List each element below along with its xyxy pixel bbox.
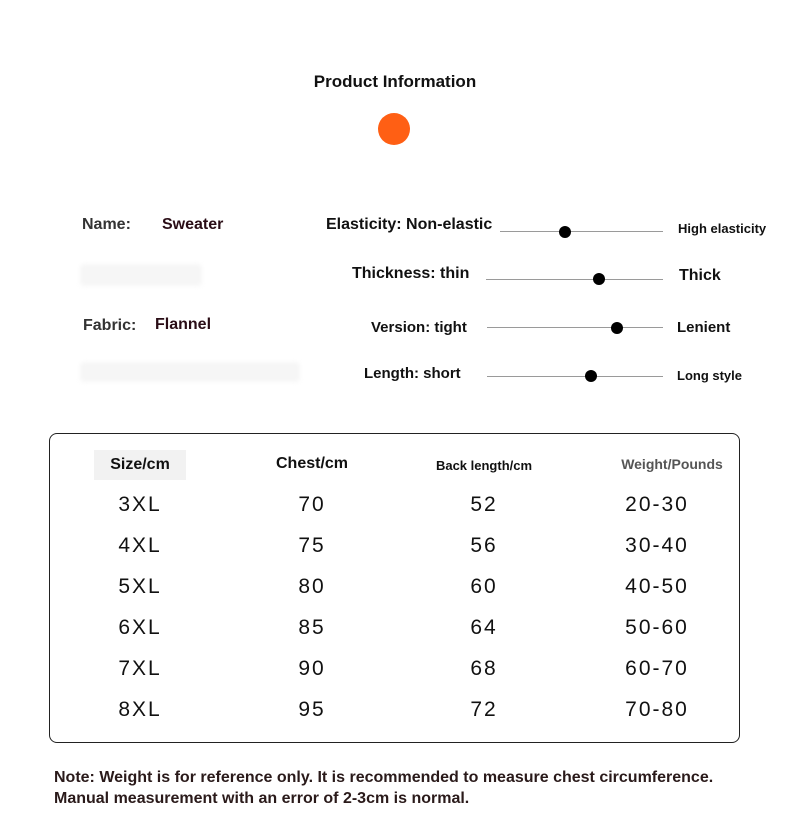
table-cell: 60 <box>470 575 498 598</box>
scale-track-version <box>487 327 663 328</box>
fabric-value: Flannel <box>155 316 212 333</box>
footnote: Note: Weight is for reference only. It is recommended to measure chest circumference. Manual measurement with an error of 2-3cm is normal. <box>54 769 714 807</box>
scale-right-version: Lenient <box>677 319 731 336</box>
blurred-field <box>80 264 202 286</box>
accent-dot <box>378 113 410 145</box>
name-label: Name: <box>82 216 131 233</box>
scale-marker-elasticity <box>559 226 571 238</box>
table-cell: 30-40 <box>625 534 689 557</box>
scale-marker-length <box>585 370 597 382</box>
scale-right-thickness: Thick <box>679 267 721 284</box>
scale-marker-version <box>611 322 623 334</box>
scale-label-elasticity: Elasticity: Non-elastic <box>326 216 493 233</box>
header-size: Size/cm <box>94 450 186 480</box>
scale-label-version: Version: tight <box>371 319 467 336</box>
table-cell: 70-80 <box>625 698 689 721</box>
scale-right-length: Long style <box>677 368 743 383</box>
table-cell: 60-70 <box>625 657 689 680</box>
table-cell: 7XL <box>118 657 162 680</box>
scale-track-thickness <box>486 279 663 280</box>
scale-right-elasticity: High elasticity <box>678 221 767 236</box>
header-chest: Chest/cm <box>275 455 349 472</box>
table-cell: 70 <box>298 493 326 516</box>
table-cell: 3XL <box>118 493 162 516</box>
table-cell: 85 <box>298 616 326 639</box>
scale-label-length: Length: short <box>364 365 461 382</box>
table-cell: 20-30 <box>625 493 689 516</box>
table-cell: 4XL <box>118 534 162 557</box>
table-cell: 5XL <box>118 575 162 598</box>
table-cell: 68 <box>470 657 498 680</box>
fabric-label: Fabric: <box>83 317 137 334</box>
table-cell: 6XL <box>118 616 162 639</box>
scale-track-length <box>487 376 663 377</box>
table-cell: 8XL <box>118 698 162 721</box>
table-cell: 95 <box>298 698 326 721</box>
table-cell: 80 <box>298 575 326 598</box>
table-cell: 56 <box>470 534 498 557</box>
page-title: Product Information <box>313 72 477 91</box>
name-value: Sweater <box>162 216 224 233</box>
scale-label-thickness: Thickness: thin <box>352 265 470 282</box>
header-back-length: Back length/cm <box>435 458 533 473</box>
header-weight: Weight/Pounds <box>621 456 723 472</box>
table-cell: 40-50 <box>625 575 689 598</box>
table-cell: 64 <box>470 616 498 639</box>
scale-marker-thickness <box>593 273 605 285</box>
table-cell: 72 <box>470 698 498 721</box>
table-cell: 90 <box>298 657 326 680</box>
table-cell: 75 <box>298 534 326 557</box>
table-cell: 52 <box>470 493 498 516</box>
blurred-field <box>80 362 300 382</box>
scale-track-elasticity <box>500 231 663 232</box>
table-cell: 50-60 <box>625 616 689 639</box>
